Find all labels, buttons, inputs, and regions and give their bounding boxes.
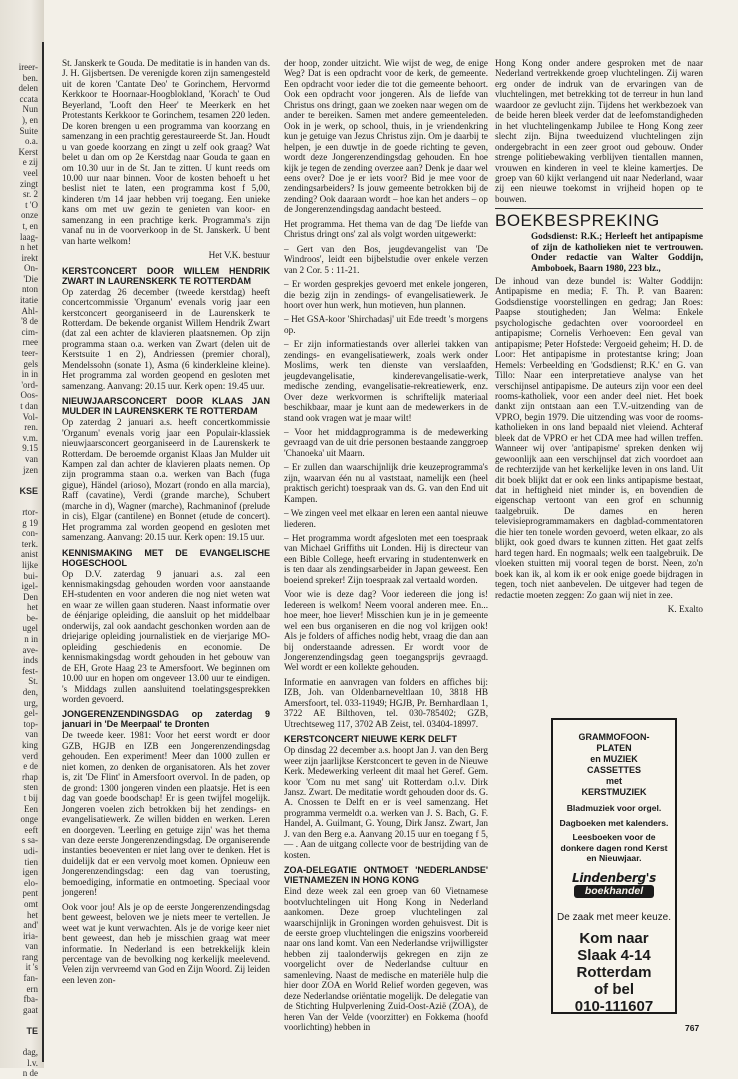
fragment-line: teer- [21,348,38,359]
fragment-line: 'Die [23,273,38,284]
paragraph: Eind deze week zal een groep van 60 Vietnamese bootvluchtelingen uit Hong Kong in Nederland aankomen. Deze groep vluchtelingen zal waarschijnlijk in Groningen worden gehuisvest. Dit is de eerste groep vluchtelingen die enigszins voorbereid naar ons land komt. Van een Nederlandse vrijwilligster hebben zij taalonderwijs gekregen en zijn ze voorgelicht over de Nederlandse cultuur en samenleving. Naast de medische en materiële hulp die hier door ZOA en World Relief worden gegeven, was deze Nederlandse oriëntatie mogelijk. De delegatie van de Stichting Hulpverlening Zuid-Oost-Azië (ZOA), de heren Van der Velde (voorzitter) en Fokkema (hoofd voorlichting) hebben in [284,886,488,1033]
fragment-line: Suite [19,125,38,136]
fragment-line: inds [22,655,38,666]
fragment-line: zingt [20,178,38,189]
fragment-line: be- [26,612,38,623]
paragraph: – Er zijn informatiestands over allerlei takken van zendings- en evangelisatiewerk, zoals werk onder Moslims, werk ten dienste van verslaafden, jeugdevangelisatie, kinderevangelisatie-werk, medische zending, evangelisatie-rekreatiewerk, enz. Over deze werkvormen is schriftelijk materiaal beschikbaar, maar je kunt aan de medewerkers in de stand ook vragen wat je maar wilt! [284,339,488,423]
paragraph: – Het GSA-koor 'Shirchadasj' uit Ede treedt 's morgens op. [284,314,488,335]
fragment-line: o.a. [25,136,38,147]
fragment-line: laag- [20,231,38,242]
fragment-line: jzen [23,464,38,475]
fragment-line: it 's [25,962,38,973]
ad-headline [561,732,667,798]
fragment-line: gaat [23,1004,38,1015]
fragment-line [2,1037,38,1048]
ad-big-line: Kom naar [579,929,649,947]
fragment-line: ireer- [18,62,38,72]
fragment-line: 9.15 [22,443,38,454]
fragment-line: n de [22,1068,38,1079]
fragment-line: v.m. [22,432,38,443]
fragment-line: van [25,729,38,740]
ad-big-line: of bel [594,980,634,998]
fragment-line: g 19 [22,517,38,528]
fragment-line: iria- [23,930,38,941]
fragment-line: l.v. [27,1057,38,1068]
fragment-line: TE [26,1026,38,1037]
fragment-line: St. [28,676,38,687]
paragraph: Het programma. Het thema van de dag 'De liefde van Christus dringt ons' zal als volgt worden uitgewerkt: [284,218,488,240]
logo-bar: boekhandel [574,885,654,898]
heading: KENNISMAKING MET DE EVANGELISCHE HOGESCHOOL [62,547,270,568]
paragraph: – Er worden gesprekjes gevoerd met enkele jongeren, die bezig zijn in zendings- of evangelisatiewerk. Je hoort over hun werk, hun motieven, hun plannen. [284,279,488,310]
book-header: Godsdienst: R.K.; Herleeft het antipapisme of zijn de katholieken niet te vertrouwen. Onder redactie van Walter Goddijn, Amboboek, Baarn 1980, 223 blz., [531,231,703,273]
fragment-line: sr. 2 [22,189,38,200]
paragraph: – Het programma wordt afgesloten met een toespraak van Michael Griffiths uit Londen. Hij is directeur van een Bible College, heeft ervaring in studentenwerk en is ten daar als zendingsarbeider in Japan geweest. Een boeiend spreker! Zijn toespraak zal vertaald worden. [284,533,488,585]
fragment-line: top- [23,718,38,729]
fragment-line: cim- [21,326,38,337]
fragment-line: ugel [22,623,38,634]
fragment-line: Vol- [22,411,38,422]
fragment-line: het [27,602,38,613]
column-2 [284,58,488,1068]
advertisement [551,718,677,1014]
fragment-line: irekt [21,252,38,263]
fragment-line: ren. [24,422,38,433]
fragment-line: pent [22,888,38,899]
fragment-line: anist [21,549,38,560]
fragment-line: t, en [22,220,38,231]
paragraph: – Voor het middagprogramma is de medewerking gevraagd van de uit drie personen bestaande zanggroep 'Chanoeka' uit Maarn. [284,426,488,458]
paragraph: Op zaterdag 2 januari a.s. heeft concertkommissie 'Organum' evenals vorig jaar een Populair-klassiek nieuwjaarsconcert georganiseerd in de Laurenskerk te Rotterdam. De beroemde organist Klaas Jan Mulder uit Kampen zal dan achter de klavieren plaats nemen. Op zijn programma staan o.a. werken van Bach (fuga gigue), Händel (arioso), Mozart (rondo en alla marcia), Raff (cavatine), Verdi (grande marche), Schubert (marche in d), Wagner (marche), Rachmaninof (prelude in cis), Elgar (cantilene) en Bonnet (etude de concert). Het programma zal worden geopend en gesloten met samenzang. Aanvang: 20.15 uur. Kerk open: 19.15 uur. [62,417,270,543]
ad-line: en MUZIEK [590,754,638,764]
fragment-line: e zij [22,157,38,168]
section-title: BOEKBESPREKING [495,208,703,230]
fragment-line: tien [24,856,38,867]
fragment-line [2,475,38,486]
fragment-line: ben. [22,72,38,83]
heading: KERSTCONCERT NIEUWE KERK DELFT [284,734,457,745]
ad-line: met [605,776,622,786]
paragraph: – Gert van den Bos, jeugdevangelist van 'De Windroos', leidt een bijbelstudie over enkele verzen van 2 Cor. 5 : 11-21. [284,243,488,275]
ad-line: Leesboeken voor de donkere dagen rond Kerst en Nieuwjaar. [560,832,668,863]
fragment-line: rnee [22,337,38,348]
review-signature-row [495,604,703,614]
fragment-line: veel [23,167,38,178]
fragment-line: in in [21,369,38,380]
signature: Het V.K. bestuur [208,250,270,261]
fragment-line: con- [22,528,38,539]
page-number: 767 [685,1023,700,1033]
ad-slogan: De zaak met meer keuze. [557,911,671,923]
fragment-line: het [27,909,38,920]
fragment-line: e de [23,761,38,772]
fragment-line: fba- [23,994,38,1005]
paragraph: Informatie en aanvragen van folders en affiches bij: IZB, Joh. van Oldenbarneveltlaan 10, 3818 HB Amersfoort, tel. 033-11949; HGJB, Pr. Bernhardlaan 1, 3722 AE Bilthoven, tel. 030-785402; GZB, Utrechtseweg 117, 3702 AB Zeist, tel. 03404-18997. [284,676,488,729]
fragment-line: onge [20,814,38,825]
ad-line: PLATEN [596,743,632,753]
fragment-line: bui- [23,570,38,581]
fragment-line: udi- [23,845,38,856]
ad-line: KERSTMUZIEK [581,787,647,797]
ad-big-line: Rotterdam [576,963,652,981]
fragment-line: KSE [19,485,38,496]
fragment-line: lijke [22,559,38,570]
fragment-line: igel- [21,581,38,592]
fragment-line [2,496,38,507]
paragraph: – Er zullen dan waarschijnlijk drie keuzeprogramma's zijn, waarvan één nu al vaststaat, namelijk een (heel praktisch gericht) toespraak van ds. G. van den End uit Kampen. [284,462,488,504]
fragment-line: igen [22,867,38,878]
paragraph: St. Janskerk te Gouda. De meditatie is in handen van ds. J. H. Gijsbertsen. De verenigde koren zijn samengesteld uit de koren 'Cantate Deo' te Gorinchem, Hervormd Kerkkoor te Hoornaar-Hoogblokland, 'Korach' te Oud Beyerland, 'Looft den Heer' te Meerkerk en het Protestants Kerkkoor te Gorinchem, tesamen 220 leden. De koren brengen u een programma van koorzang en samenzang in een prachtig gerestaureerde St. Jan. Houdt u van goede koorzang en zingt u zelf ook graag? Wat belet u dan om op 2e Kerstdag naar Gouda te gaan en om 10.30 uur in de St. Jan te zitten. U kunt reeds om 10.00 uur naar binnen. Voor de kosten behoeft u het beslist niet te laten, een programma kost f 5,00, kinderen t/m 14 jaar hebben vrij toegang. Een unieke kans om met uw gezin te genieten van koor- en samenzang in een prachtige kerk. Programma's zijn vanaf nu in de voorverkoop in de St. Janskerk. U bent van harte welkom! [62,58,270,246]
fragment-line: king [21,740,38,750]
fragment-line: ave- [22,644,38,655]
fragment-line: fest- [22,665,38,676]
fragment-line: itatie [20,295,38,306]
fragment-line: '8 de [21,316,38,327]
ad-line: CASSETTES [586,765,641,775]
fragment-line: Oos- [20,390,38,401]
fragment-line: Den [23,591,38,602]
fragment-line: t dan [20,401,38,411]
column-rule [42,42,44,1062]
fragment-line: van [25,453,38,464]
paragraph: Hong Kong onder andere gesproken met de naar Nederland vertrekkende groep vluchtelingen. Zij waren erg onder de indruk van de ervaringen van de vluchtelingen, met betrekking tot de terreur in hun land waardoor ze gevlucht zijn. Tijdens het werkbezoek van de beide heren bleek verder dat de leefomstandigheden in het vluchtelingenkamp Jubilee te Hong Kong zeer slecht zijn. Bijna tweeduizend vluchtelingen zijn ondergebracht in een zeer groot oud gebouw. Onder strenge politiebewaking verblijven tientallen mannen, vrouwen en kinderen in veel te kleine kamertjes. De groep van 60 kijkt verlangend uit naar Nederland, waar zij een nieuwe toekomst in vrijheid hopen op te bouwen. [495,58,703,204]
heading: NIEUWJAARSCONCERT DOOR KLAAS JAN MULDER IN LAURENSKERK TE ROTTERDAM [62,396,270,417]
heading: KERSTCONCERT DOOR WILLEM HENDRIK ZWART IN LAURENSKERK TE ROTTERDAM [62,265,270,286]
ad-line: GRAMMOFOON- [578,732,650,742]
ad-big-line: Slaak 4-14 [577,946,651,964]
fragment-line: delen [18,83,38,94]
heading: ZOA-DELEGATIE ONTMOET 'NEDERLANDSE' VIETNAMEZEN IN HONG KONG [284,865,488,886]
fragment-line: rtor- [22,506,38,517]
ad-line: Dagboeken met kalenders. [559,817,669,828]
fragment-line: dag, [22,1047,38,1058]
fragment-line: ccata [19,93,38,104]
fragment-line: eeft [24,824,38,835]
paragraph: De tweede keer. 1981: Voor het eerst wordt er door GZB, HGJB en IZB een Jongerenzendingsdag gehouden. Een experiment! Meer dan 1000 zullen er niet komen, zo denken de organisatoren. Als het zover is, zit 'De Flint' in Amersfoort overvol. In de paden, op de grond: 1300 jongeren vinden een plaatsje. Het is een dag van goede boodschap! Er is geen twijfel mogelijk. Jongeren voelen zich betrokken bij het zendings- en evangelisatiewerk. Ze willen bidden en werken. Leren en doorgeven. 'Leerling en getuige zijn' was het thema van deze eerste Jongerenzendingsdag. De organiserende instanties beoeventen er niet lang over te denken. Het is duidelijk dat er een vervolg moet komen. Opnieuw een Jongerenzendingsdag: een dag van toerusting, bemoediging, informatie en ontmoeting. Speciaal voor jongeren! [62,730,270,898]
fragment-line: gels [23,358,38,369]
ad-phone: 010-111607 [574,997,654,1015]
paragraph: Ook voor jou! Als je op de eerste Jongerenzendingsdag bent geweest, beloven we je niets meer te vertellen. Je weet wat je kunt verwachten. Als je de vorige keer niet bent geweest, dan heb je misschien graag wat meer informatie. In Nederland is een betrekkelijk klein percentage van de bevolking nog kerkelijk meelevend. Velen zijn vervreemd van God en Zijn Woord. Zij leiden een leven zon- [62,901,270,985]
fragment-line: rang [22,951,38,962]
lindenberg-logo [568,872,660,902]
paragraph: Voor wie is deze dag? Voor iedereen die jong is! Iedereen is welkom! Neem vooral anderen mee. En... hoe meer, hoe liever! Misschien kun je in je gemeente wel een bus organiseren en die nog vol krijgen ook! Als je folders of affiches nodig hebt, vraag die dan aan bij onderstaande adressen. Er wordt voor de Jongerenzendingsdag geen toegangsprijs gevraagd. Wel wordt er een kollekte gehouden. [284,589,488,673]
fragment-line: Kerst [18,146,38,157]
fragment-line: terk. [21,538,38,549]
fragment-line: Een [24,803,38,814]
fragment-line: s sa- [21,835,38,846]
paragraph: der hoop, zonder uitzicht. Wie wijst de weg, de enige Weg? Dat is een opdracht voor de kerk, de gemeente. Een opdracht voor ieder die tot die gemeente behoort. Ook een opdracht voor jongeren. Als de liefde van Christus ons dringt, gaan we zoeken naar wegen om de ander te bereiken. Samen met andere gemeenteleden. Ook in je werk, op school, thuis, in je vriendenkring kun je getuige van Jezus Christus zijn. Om je daarbij te helpen, je een duwtje in de goede richting te geven, wordt deze Jongerenzendingsdag gehouden. En hoe kijk je tegen de zending overzee aan? Denk je daar wel eens over? Doe je er iets voor? Bid je mee voor de zendingsarbeiders? Is jouw gemeente betrokken bij de zending? Ook daaraan wordt – hoe kan het anders – op de Jongerenzendingsdag aandacht besteed. [284,58,488,215]
fragment-line: den, [22,687,38,698]
fragment-line: Nun [22,104,38,115]
fragment-line [2,1015,38,1026]
column-1 [62,58,270,1068]
ad-line: Bladmuziek voor orgel. [566,803,662,813]
fragment-line: n het [20,242,38,253]
fragment-line: onze [21,210,38,221]
fragment-line: ), en [22,114,38,125]
fragment-line: nton [21,284,38,295]
fragment-line: Ahl- [21,305,38,316]
paragraph: Op dinsdag 22 december a.s. hoopt Jan J. van den Berg weer zijn jaarlijkse Kerstconcert te geven in de Nieuwe Kerk. Medewerking verleent dit maal het Geref. Gem. koor 'Com nu met sang' uit Rotterdam o.l.v. Dirk Jansz. Zwart. De meditatie wordt gehouden door ds. G. A. Cnossen te Delft en er is veel samenzang. Het programma vermeldt o.a. werken van J. S. Bach, G. F. Handel, A. Guilmant, G. Young, Dirk Jansz. Zwart, Jan J. van den Berg e.a. Aanvang 20.15 uur en toegang f 5,— . Aan de uitgang collecte voor de bestrijding van de kosten. [284,745,488,860]
fragment-line: 'ord- [21,379,38,390]
fragment-line: verd [22,750,38,761]
fragment-line: and' [23,920,38,931]
paragraph: Op zaterdag 26 december (tweede kerstdag) heeft concertcommissie 'Organum' evenals vorig jaar een kerstconcert georganiseerd in de Laurenskerk te Rotterdam. De bekende organist Willem Hendrik Zwart (dat zal een achter de klavieren plaatsnemen. Op zijn programma staan o.a. werken van Zwart (delen uit de Kerstsuite 1 en 2), Andriessen (premier choral), Mendelssohn (sonate 1), Asma (6 kinderkleine kleine). Het programma zal worden geopend en gesloten met samenzang. Aanvang: 20.15 uur. Kerk open: 19.45 uur. [62,286,270,391]
fragment-line: rhap [22,771,38,782]
paragraph: Op D.V. zaterdag 9 januari a.s. zal een kennismakingsdag gehouden worden voor aanstaande EH-studenten en voor anderen die nog niet weten wat en waar ze willen gaan studeren. Naast informatie over de éénjarige opleiding, die aansluit op het middelbaar onderwijs, zal ook aandacht geschonken worden aan de driejarige opleiding journalistiek en de vierjarige MO-opleiding geschiedenis en economie. De kennismakingsdag wordt gehouden in het gebouw van de EH, Grote Haag 23 te Amersfoort. We beginnen om 10.00 uur en hopen om ongeveer 13.00 uur te eindigen. 's Middags zullen aansluitend toelatingsgesprekken worden gevoerd. [62,568,270,705]
paragraph: De inhoud van deze bundel is: Walter Goddijn: Antipapisme en media; F. Th. P. van Baaren: Godsdienstige voorstellingen en gedrag; Jan Roes: Paapse stoutigheden; Jan Welma: Enkele psychologische gedachten over vooroordeel en antipapisme; Cornelis Verhoeven: Een geval van antipapisme; Peter Hofstede: Vergoeid geheim; H. D. de Loor: Het antipapisme in protestantse kring; Joan Hemels: Verbeelding en 'Godsdienst; R.K.' en G. van Tillo: Naar een interpretatieve analyse van het verschijnsel antipapisme. De auteurs zijn voor een deel rooms-katholiek, voor een ander deel niet. Het boek dankt zijn ontstaan aan een T.V.-uitzending van de VPRO, begin 1979. Die uitzending was voor de rooms-katholieken in ons land bepaald niet vleiend. Achteraf bleek dat de VPRO er het CDA mee had willen treffen. Wanneer wij over 'antipapisme' spreken denken wij gewoonlijk aan een verschijnsel dat zich voordoet aan de rechterzijde van het kerkelijke leven in ons land. Uit dit boek blijkt dat er ook een links antipapisme bestaat, dat in heftigheid niet minder is, en bovendien de eigenschap vertoont van een grof en schunnig taalgebruik. De dames en heren televisieprogrammamakers en dagblad-commentatoren die hier ten tonele worden gevoerd, weten elkaar, zo als blijkt, ook goed dwars te kunnen zitten. Het gaat zelfs hard tegen hard. En nogmaals; welk een taalgebruik. De vloeken stuitten mij vooral tegen de borst. Neen, zo'n boek kan ik, al kom ik er ook enige goede bijdragen in tegen, toch niet aanbevelen. De uitgever had tegen de redactie moeten zeggen: Zo gaan wij niet in zee. [495,275,703,600]
fragment-line: ern [26,983,38,994]
logo-script: Lindenberg's [571,870,657,885]
fragment-line: t 'O [25,199,38,210]
fragment-line: fan- [23,973,38,984]
fragment-line: van [25,941,38,952]
previous-page-fragments [2,62,38,1079]
fragment-line: urg, [23,697,38,708]
fragment-line: gel- [24,708,38,719]
fragment-line: On- [24,263,38,274]
fragment-line: sten [23,782,38,793]
fragment-line: elo- [24,877,38,888]
heading: JONGERENZENDINGSDAG op zaterdag 9 januari in 'De Meerpaal' te Dronten [62,709,270,730]
fragment-line: omt [23,898,38,909]
paragraph: – We zingen veel met elkaar en leren een aantal nieuwe liederen. [284,508,488,529]
fragment-line: n in [24,634,38,645]
signature: K. Exalto [667,604,703,615]
fragment-line: t bij [23,792,38,803]
